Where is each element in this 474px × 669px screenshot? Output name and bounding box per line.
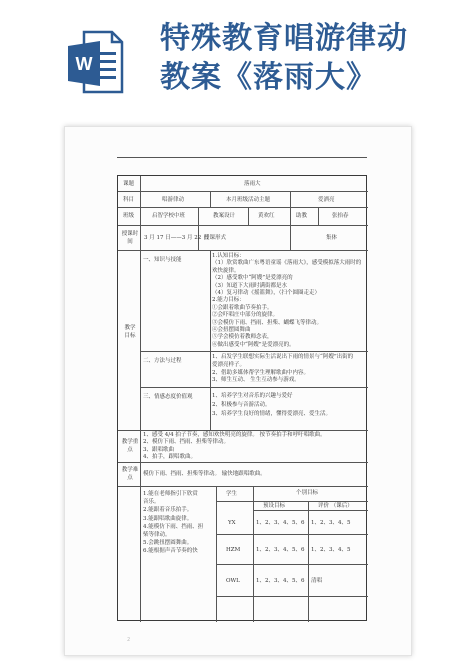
column-divider [290, 225, 291, 250]
column-divider [248, 207, 249, 225]
assistant-label: 助教 [296, 213, 308, 219]
row-divider [118, 486, 368, 487]
text-line: 2、模仿下雨、挡雨、担柴等律动。 [143, 439, 230, 446]
text-line: ②会吓唱庄中部分的旋律。 [212, 312, 279, 319]
goal-attitude-title: 三、情感态度价值观 [143, 394, 193, 400]
goal-method-title: 二、方法与过程 [143, 358, 182, 364]
assistant-value: 张抬春 [332, 213, 349, 219]
row-divider [253, 510, 368, 511]
text-line: 1.能在老师指引下欣赏 [143, 491, 198, 497]
text-line: 4.能模仿下雨、挡雨、担 [143, 523, 204, 530]
text-line: ④会扭摆圆舞曲 [212, 327, 251, 334]
evaluation-header: 评价 （课后） [318, 503, 353, 509]
row-divider [118, 191, 368, 192]
column-divider [308, 501, 309, 622]
goals-label: 教学目标 [124, 325, 136, 339]
goal-knowledge-text [212, 253, 361, 349]
column-divider [216, 486, 217, 622]
evaluation: 清唱 [311, 578, 323, 584]
personal-goal-header: 个别目标 [296, 490, 319, 496]
header-rule [117, 157, 367, 158]
form-value: 集体 [326, 235, 338, 241]
text-line: （2）感受歌中“阿嫂”是爱漂亮的 [212, 275, 293, 282]
text-line: ⑤学会模仿着教师念表， [212, 334, 273, 341]
word-document-icon [66, 28, 126, 96]
time-value: 3 月 17 日——3 月 22 日 [144, 235, 209, 241]
text-line: 3、培养学生良好的情绪，懂得爱漂亮、爱生活。 [212, 411, 332, 417]
key-label: 教学重点 [121, 439, 139, 453]
row-divider [118, 250, 368, 251]
text-line: 2.能力目标： [212, 297, 245, 304]
goal-attitude-text [212, 392, 331, 419]
text-line: 2.能跟着音乐拍手。 [143, 507, 193, 514]
preset-goals: 1、2、3、4、5、6 [256, 520, 305, 526]
text-line: （1）欣赏歌曲广东粤语童谣《落雨大》，感受模拟落大雨时的 [212, 260, 362, 267]
evaluation: 1、2、3、4、5 [311, 547, 351, 553]
row-divider [216, 596, 368, 597]
lesson-plan-table [117, 175, 367, 621]
row-divider [216, 534, 368, 535]
title-line-2: 教案《落雨大》 [160, 60, 377, 95]
row-divider [118, 225, 368, 226]
text-line: 1.认知目标： [212, 253, 245, 259]
design-label: 教案设计 [213, 213, 236, 219]
column-divider [198, 207, 199, 250]
row-divider [118, 430, 368, 431]
preset-goals: 1、2、3、4、5、6 [256, 547, 305, 553]
banner [0, 0, 474, 112]
subject-value: 唱游律动 [162, 197, 185, 203]
document-page [64, 126, 412, 656]
title-line-1: 特殊教育唱游律动 [160, 21, 408, 56]
key-text [143, 432, 326, 461]
text-line: 2、借助多媒体帮学生理解歌曲中内容。 [212, 369, 310, 376]
text-line: 欢快旋律。 [212, 267, 240, 274]
designer-value: 黄欢红 [258, 213, 275, 219]
text-line: 1、感受 4/4 拍子节奏，感知欢快明亮的旋律。 按节奏拍手和呼吁唱歌曲。 [143, 432, 326, 438]
student-name: HZM [226, 547, 241, 553]
text-line: 2、积极参与音游活动。 [212, 402, 271, 408]
class-value: 启智学校中班 [152, 213, 186, 219]
preset-goal-header: 预设目标 [263, 503, 286, 509]
row-divider [118, 207, 368, 208]
column-divider [210, 250, 211, 430]
column-divider [290, 191, 291, 207]
text-line: 4、拍手，跟唱歌曲。 [143, 453, 196, 460]
difficulty-text: 模仿下雨、挡雨、担柴等律动。 输快地跟唱歌曲。 [143, 471, 266, 477]
word-letter: W [75, 54, 93, 74]
text-line: 3.能跟唱歌曲旋律。 [143, 515, 193, 522]
difficulty-label: 教学难点 [121, 467, 139, 481]
topic-label: 课题 [123, 181, 135, 187]
form-label: 授课形式 [204, 235, 227, 241]
student-name: YX [228, 520, 236, 526]
column-divider [210, 191, 211, 207]
text-line: ①会跟着歌曲节奏拍手。 [212, 304, 273, 311]
text-line: ⑥做出感受中“阿嫂”是爱漂亮的。 [212, 341, 295, 348]
time-label: 授课时间 [121, 231, 139, 245]
class-label: 班级 [123, 213, 135, 219]
row-divider [140, 387, 368, 388]
text-line: 3、跟唱歌曲 [143, 446, 174, 453]
evaluation: 1、2、3、4、5 [311, 520, 351, 526]
text-line: 5.会跳扭摆圆舞曲。 [143, 540, 193, 547]
column-divider [318, 207, 319, 225]
text-line: 1、培养学生对音乐的兴趣与爱好 [212, 393, 293, 399]
theme-value: 爱洒亮 [318, 197, 335, 203]
row-divider [140, 351, 368, 352]
text-line: 音乐。 [143, 499, 160, 506]
page-mark: 2 [127, 637, 131, 643]
text-line: （4）复习律动《摇篮舞》，（扫个圆圈走走） [212, 290, 321, 297]
text-line: ③会模仿下雨、挡雨、担柴、蝴蝶飞等律动。 [212, 319, 323, 326]
ability-list [143, 490, 203, 556]
text-line: 柴等律动。 [143, 532, 171, 539]
goal-knowledge-title: 一、知识与技能 [143, 257, 182, 263]
topic-value: 落雨大 [244, 181, 261, 187]
column-divider [140, 176, 141, 622]
goal-method-text [212, 354, 353, 385]
text-line: 1、启发学生联想实际生活说出下雨的情景与“阿嫂”出街的 [212, 354, 354, 360]
text-line: 爱漂亮样子。 [212, 361, 246, 368]
text-line: 3、师生互动、 生生互动参与游戏。 [212, 377, 300, 384]
row-divider [216, 564, 368, 565]
student-name: OWL [226, 578, 240, 584]
text-line: （3）知道下大雨时满街都是水 [212, 282, 288, 289]
theme-label: 本月班级活动主题 [226, 197, 271, 203]
subject-label: 科目 [123, 197, 135, 203]
preset-goals: 1、2、3、4、5、6 [256, 578, 305, 584]
student-header: 学生 [226, 491, 238, 497]
column-divider [290, 207, 291, 225]
text-line: 6.能根据声音节奏的快 [143, 548, 198, 555]
column-divider [253, 486, 254, 622]
row-divider [118, 462, 368, 463]
